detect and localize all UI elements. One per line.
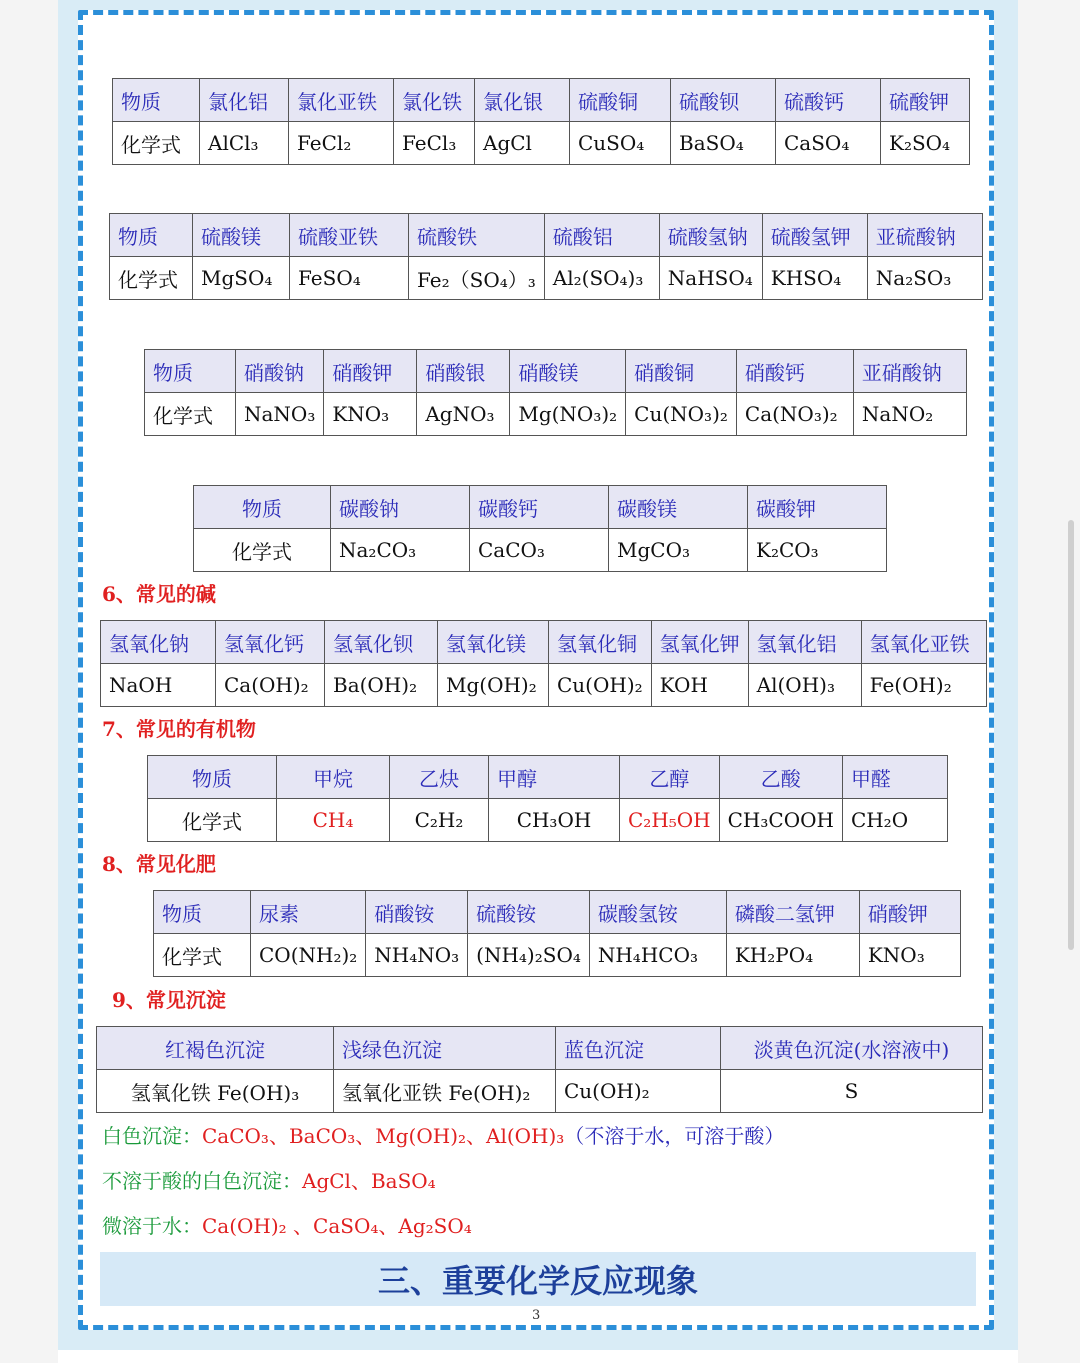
- note-label: 不溶于酸的白色沉淀：: [102, 1169, 302, 1193]
- table-fertilizers: [153, 890, 961, 977]
- table-header-cell: 物质: [154, 891, 251, 934]
- table-header-cell: 硫酸铵: [468, 891, 590, 934]
- table-header-cell: 氢氧化镁: [438, 621, 549, 664]
- table-header-cell: 硫酸氢钾: [762, 214, 867, 257]
- table-cell: 氢氧化亚铁 Fe(OH)₂: [334, 1070, 556, 1113]
- table-header-cell: 磷酸二氢钾: [726, 891, 859, 934]
- table-header-cell: 乙炔: [390, 756, 489, 799]
- table-header-cell: 氢氧化钾: [651, 621, 748, 664]
- table-header-cell: 硝酸镁: [510, 350, 626, 393]
- table-cell: Fe(OH)₂: [861, 664, 986, 707]
- note-white-precipitates: [102, 1120, 784, 1149]
- table-header-cell: 硝酸钾: [324, 350, 417, 393]
- section-title-fertilizers: 8、常见化肥: [102, 852, 216, 876]
- table-cell: Cu(OH)₂: [549, 664, 652, 707]
- table-cell: Cu(NO₃)₂: [626, 393, 737, 436]
- table-header-cell: 碳酸钙: [470, 486, 609, 529]
- note-label: 微溶于水：: [102, 1214, 202, 1238]
- table-organics: [147, 755, 948, 842]
- table-cell: NaNO₂: [853, 393, 966, 436]
- table-cell: (NH₄)₂SO₄: [468, 934, 590, 977]
- chapter-title: 三、重要化学反应现象: [377, 1262, 698, 1300]
- table-cell: 化学式: [113, 122, 200, 165]
- table-header-cell: 氢氧化钙: [216, 621, 325, 664]
- table-header-cell: 碳酸镁: [609, 486, 748, 529]
- section-title-precipitates: 9、常见沉淀: [112, 988, 226, 1012]
- table-header-cell: 甲醇: [489, 756, 620, 799]
- table-cell: FeCl₂: [289, 122, 394, 165]
- table-header-cell: 氢氧化亚铁: [861, 621, 986, 664]
- table-chlorides-sulfates: [112, 78, 970, 165]
- table-cell: 化学式: [194, 529, 331, 572]
- table-header-cell: 淡黄色沉淀(水溶液中): [721, 1027, 983, 1070]
- table-cell: Ca(NO₃)₂: [736, 393, 853, 436]
- note-acid-insoluble: [102, 1165, 436, 1194]
- table-header-cell: 亚硝酸钠: [853, 350, 966, 393]
- table-header-cell: 尿素: [251, 891, 366, 934]
- page-number: 3: [532, 1308, 541, 1323]
- table-header-cell: 硝酸铵: [366, 891, 468, 934]
- note-label: 白色沉淀：: [102, 1124, 202, 1148]
- table-cell: CH₂O: [842, 799, 947, 842]
- table-cell: NaHSO₄: [659, 257, 762, 300]
- table-cell: CO(NH₂)₂: [251, 934, 366, 977]
- viewer-left-margin: [0, 0, 58, 1363]
- chapter-banner: [100, 1252, 976, 1306]
- table-cell: KH₂PO₄: [726, 934, 859, 977]
- table-cell: NH₄NO₃: [366, 934, 468, 977]
- table-header-cell: 氢氧化钠: [101, 621, 216, 664]
- table-cell: Mg(OH)₂: [438, 664, 549, 707]
- table-cell: Al₂(SO₄)₃: [544, 257, 659, 300]
- table-header-cell: 物质: [110, 214, 193, 257]
- table-cell: CH₃COOH: [719, 799, 842, 842]
- table-nitrates: [144, 349, 967, 436]
- table-header-cell: 氢氧化钡: [325, 621, 438, 664]
- table-header-cell: 硫酸钙: [776, 79, 881, 122]
- table-cell: Cu(OH)₂: [556, 1070, 721, 1113]
- table-header-cell: 硫酸钾: [881, 79, 970, 122]
- table-cell: CaSO₄: [776, 122, 881, 165]
- table-header-cell: 硝酸银: [417, 350, 510, 393]
- section-title-bases: 6、常见的碱: [102, 582, 216, 606]
- table-cell: KNO₃: [324, 393, 417, 436]
- table-header-cell: 物质: [148, 756, 277, 799]
- table-cell: NH₄HCO₃: [589, 934, 726, 977]
- section-title-organics: 7、常见的有机物: [102, 717, 256, 741]
- table-cell: CuSO₄: [570, 122, 671, 165]
- table-header-cell: 乙酸: [719, 756, 842, 799]
- scrollbar-thumb[interactable]: [1068, 520, 1074, 950]
- table-cell: NaOH: [101, 664, 216, 707]
- table-cell: MgCO₃: [609, 529, 748, 572]
- table-cell: CH₃OH: [489, 799, 620, 842]
- table-header-cell: 氯化银: [475, 79, 570, 122]
- table-cell: KHSO₄: [762, 257, 867, 300]
- table-cell: BaSO₄: [671, 122, 776, 165]
- table-cell: 化学式: [145, 393, 236, 436]
- table-header-cell: 硝酸钠: [236, 350, 324, 393]
- table-header-cell: 氯化亚铁: [289, 79, 394, 122]
- table-cell: FeSO₄: [290, 257, 409, 300]
- table-header-cell: 硝酸钾: [859, 891, 960, 934]
- table-cell: AgNO₃: [417, 393, 510, 436]
- note-items: Ca(OH)₂ 、CaSO₄、Ag₂SO₄: [202, 1214, 472, 1238]
- table-cell: MgSO₄: [193, 257, 290, 300]
- table-cell: Al(OH)₃: [748, 664, 861, 707]
- table-header-cell: 亚硫酸钠: [867, 214, 982, 257]
- table-cell: 化学式: [154, 934, 251, 977]
- table-cell: K₂CO₃: [748, 529, 887, 572]
- table-header-cell: 硫酸镁: [193, 214, 290, 257]
- table-cell: 化学式: [110, 257, 193, 300]
- table-header-cell: 硫酸铜: [570, 79, 671, 122]
- table-cell: Fe₂（SO₄）₃: [409, 257, 545, 300]
- table-header-cell: 氢氧化铝: [748, 621, 861, 664]
- table-cell: S: [721, 1070, 983, 1113]
- table-cell: C₂H₅OH: [620, 799, 720, 842]
- table-header-cell: 氯化铝: [200, 79, 289, 122]
- table-header-cell: 硝酸钙: [736, 350, 853, 393]
- table-header-cell: 硫酸亚铁: [290, 214, 409, 257]
- table-header-cell: 硫酸铝: [544, 214, 659, 257]
- table-cell: KOH: [651, 664, 748, 707]
- table-header-cell: 硫酸钡: [671, 79, 776, 122]
- table-precipitates: [96, 1026, 983, 1113]
- table-header-cell: 碳酸钾: [748, 486, 887, 529]
- table-carbonates: [193, 485, 887, 572]
- table-header-cell: 甲醛: [842, 756, 947, 799]
- note-items: CaCO₃、BaCO₃、Mg(OH)₂、Al(OH)₃: [202, 1124, 565, 1148]
- table-header-cell: 物质: [194, 486, 331, 529]
- table-header-cell: 氯化铁: [394, 79, 475, 122]
- table-header-cell: 乙醇: [620, 756, 720, 799]
- table-cell: KNO₃: [859, 934, 960, 977]
- table-cell: CaCO₃: [470, 529, 609, 572]
- table-header-cell: 甲烷: [277, 756, 390, 799]
- note-items: AgCl、BaSO₄: [302, 1169, 436, 1193]
- table-header-cell: 红褐色沉淀: [97, 1027, 334, 1070]
- table-header-cell: 蓝色沉淀: [556, 1027, 721, 1070]
- table-header-cell: 硝酸铜: [626, 350, 737, 393]
- table-header-cell: 浅绿色沉淀: [334, 1027, 556, 1070]
- table-header-cell: 碳酸氢铵: [589, 891, 726, 934]
- table-cell: Mg(NO₃)₂: [510, 393, 626, 436]
- table-header-cell: 碳酸钠: [331, 486, 470, 529]
- table-cell: 氢氧化铁 Fe(OH)₃: [97, 1070, 334, 1113]
- table-cell: AgCl: [475, 122, 570, 165]
- table-cell: 化学式: [148, 799, 277, 842]
- note-slightly-soluble: [102, 1210, 472, 1239]
- viewer-right-margin: [1018, 0, 1080, 1363]
- table-cell: Na₂SO₃: [867, 257, 982, 300]
- table-header-cell: 氢氧化铜: [549, 621, 652, 664]
- table-cell: Na₂CO₃: [331, 529, 470, 572]
- table-cell: C₂H₂: [390, 799, 489, 842]
- table-header-cell: 硫酸氢钠: [659, 214, 762, 257]
- table-header-cell: 物质: [113, 79, 200, 122]
- table-bases: [100, 620, 987, 707]
- table-cell: CH₄: [277, 799, 390, 842]
- table-cell: FeCl₃: [394, 122, 475, 165]
- table-cell: Ca(OH)₂: [216, 664, 325, 707]
- table-header-cell: 硫酸铁: [409, 214, 545, 257]
- table-cell: NaNO₃: [236, 393, 324, 436]
- table-cell: Ba(OH)₂: [325, 664, 438, 707]
- table-sulfates: [109, 213, 983, 300]
- table-cell: AlCl₃: [200, 122, 289, 165]
- note-tail: （不溶于水，可溶于酸）: [564, 1124, 785, 1148]
- table-header-cell: 物质: [145, 350, 236, 393]
- table-cell: K₂SO₄: [881, 122, 970, 165]
